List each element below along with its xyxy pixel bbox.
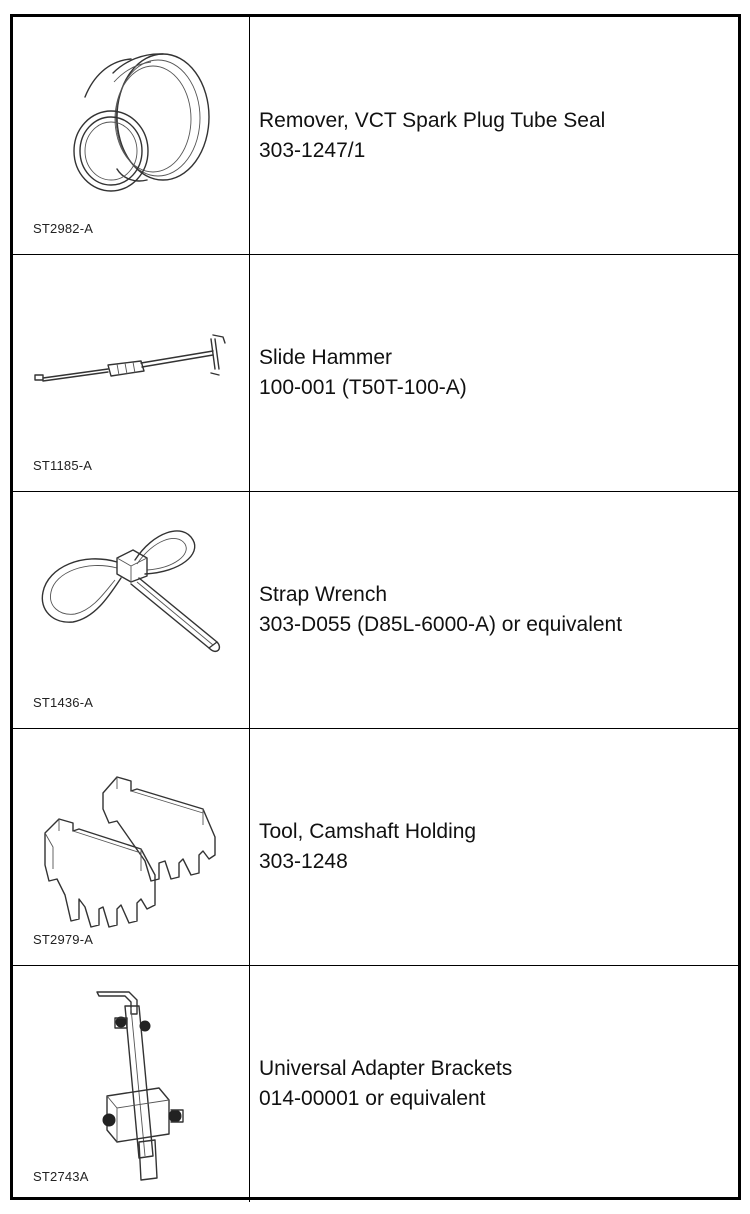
tool-part-number: 303-D055 (D85L-6000-A) or equivalent <box>259 613 623 636</box>
illustration-cell <box>13 492 250 728</box>
illustration-cell <box>13 966 250 1202</box>
description-cell <box>250 17 738 254</box>
description-cell <box>250 729 738 965</box>
slide-hammer-icon <box>13 255 249 492</box>
tool-name: Tool, Camshaft Holding <box>259 820 477 843</box>
tool-code: ST1185-A <box>33 458 93 473</box>
tool-name: Remover, VCT Spark Plug Tube Seal <box>259 108 606 132</box>
spark-plug-tube-seal-remover-icon <box>13 17 249 254</box>
tool-part-number: 303-1248 <box>259 850 348 873</box>
tool-part-number: 014-00001 or equivalent <box>259 1087 486 1110</box>
tool-code: ST2743A <box>33 1169 89 1184</box>
illustration-cell <box>13 17 250 254</box>
tool-code: ST1436-A <box>33 695 94 710</box>
camshaft-holding-tool-icon <box>13 729 249 966</box>
table-row <box>13 17 738 254</box>
illustration-cell <box>13 729 250 965</box>
description-cell <box>250 255 738 491</box>
table-row <box>13 254 738 491</box>
tool-code: ST2979-A <box>33 932 94 947</box>
strap-wrench-icon <box>13 492 249 729</box>
tool-code: ST2982-A <box>33 221 94 236</box>
description-cell <box>250 966 738 1202</box>
description-cell <box>250 492 738 728</box>
illustration-cell <box>13 255 250 491</box>
table-row <box>13 965 738 1202</box>
tool-name: Slide Hammer <box>259 346 393 369</box>
table-row <box>13 728 738 965</box>
universal-adapter-brackets-icon <box>13 966 249 1201</box>
special-tools-table <box>10 14 741 1200</box>
tool-part-number: 303-1247/1 <box>259 138 366 162</box>
tool-name: Strap Wrench <box>259 583 387 606</box>
tool-part-number: 100-001 (T50T-100-A) <box>259 376 467 399</box>
table-row <box>13 491 738 728</box>
tool-name: Universal Adapter Brackets <box>259 1057 513 1080</box>
